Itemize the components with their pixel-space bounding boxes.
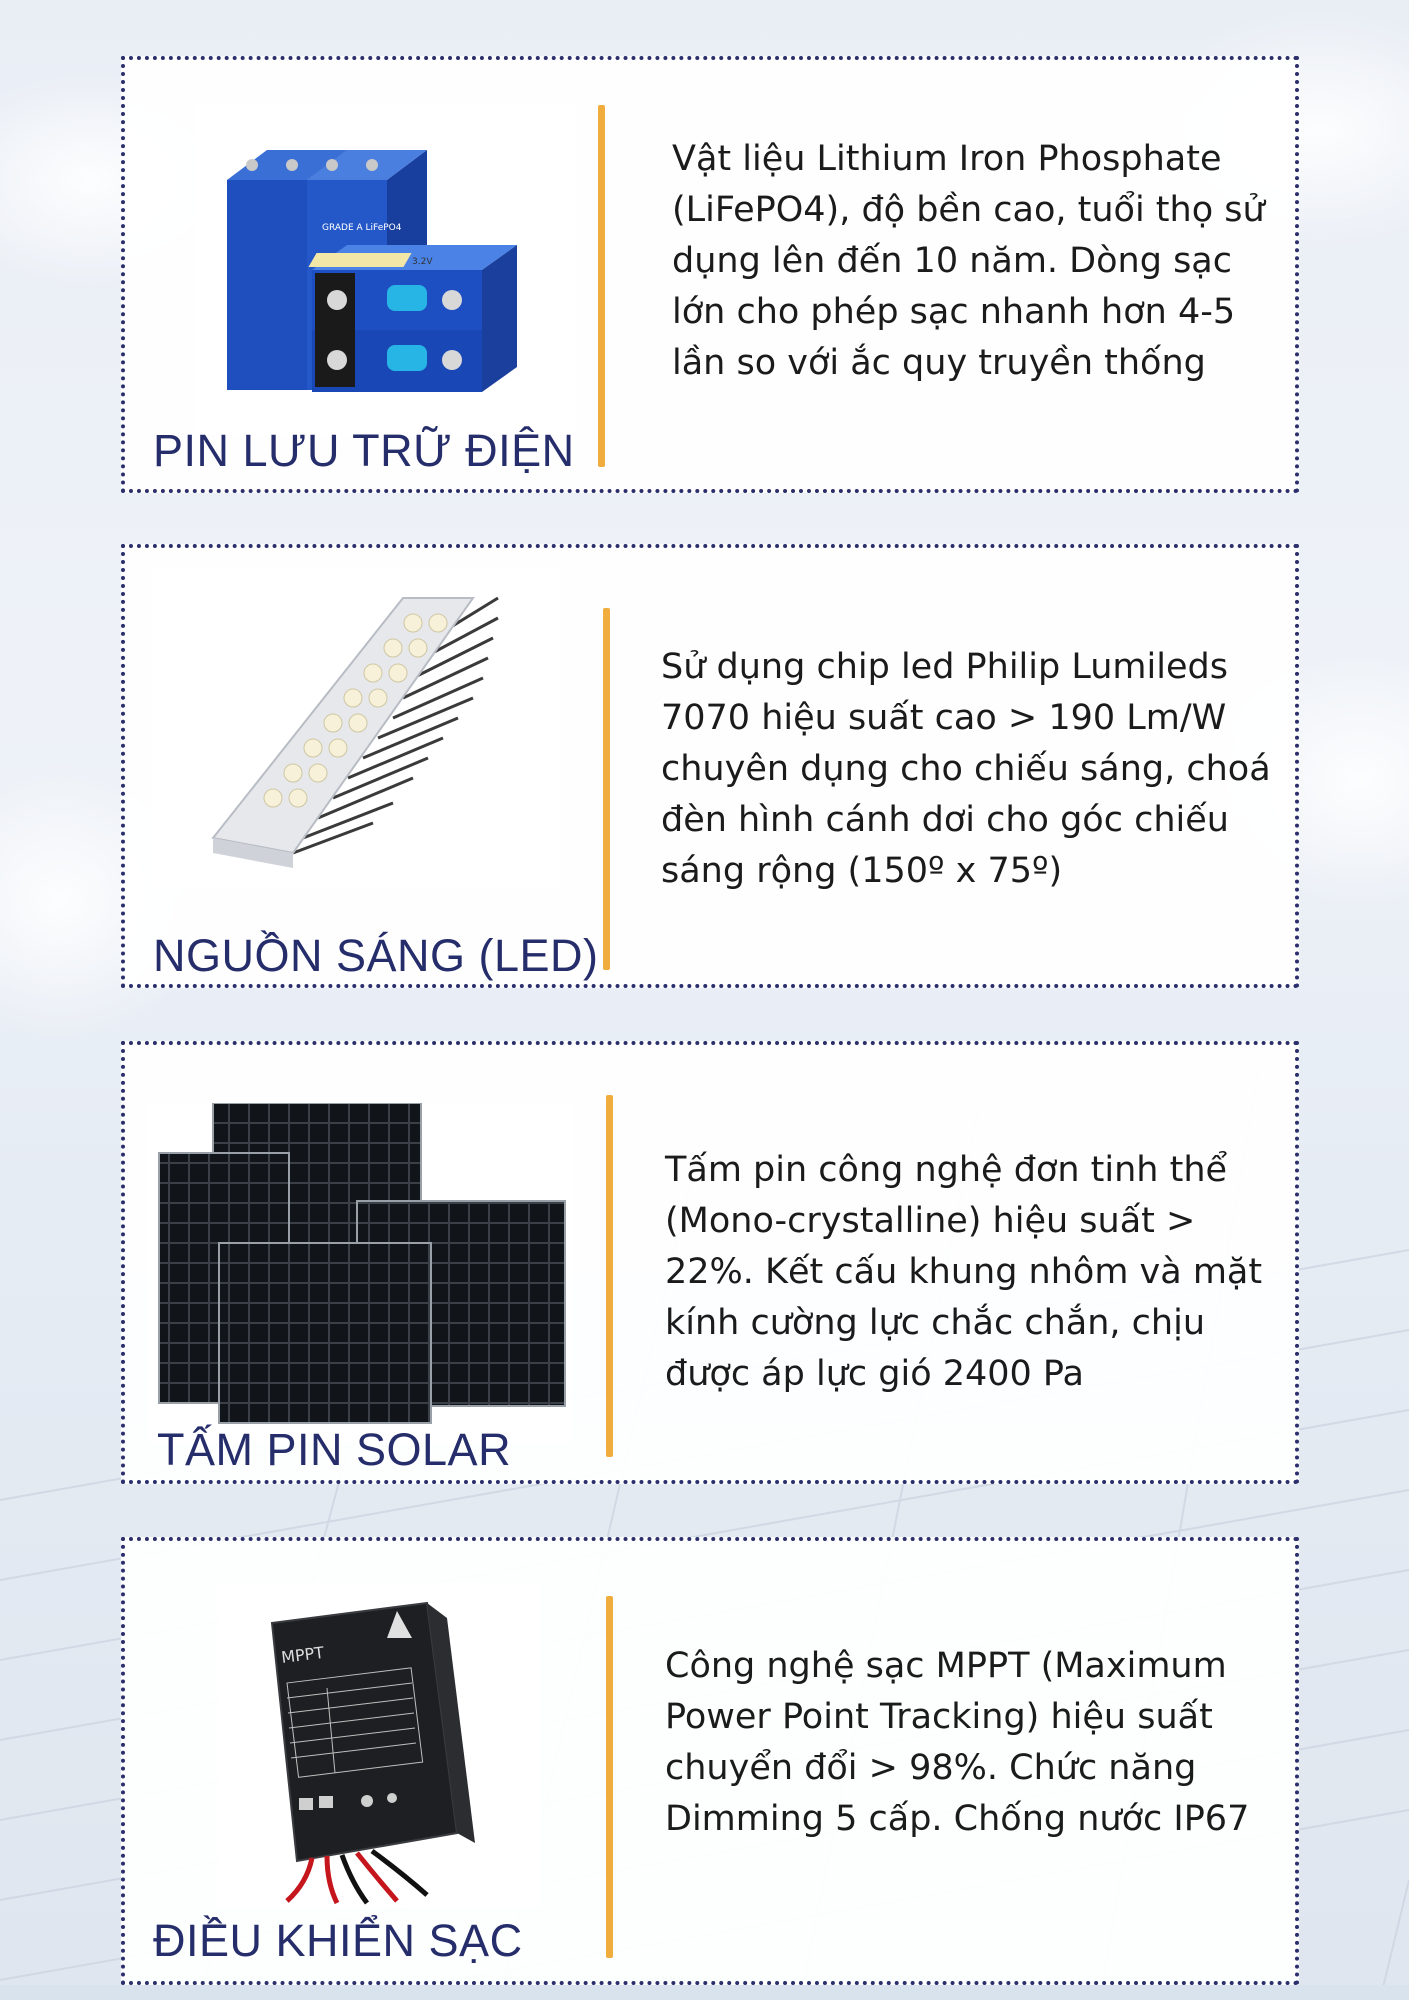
accent-bar <box>606 1095 613 1457</box>
accent-bar <box>598 105 605 467</box>
controller-mppt-label: MPPT <box>280 1642 326 1667</box>
card-title: ĐIỀU KHIỂN SẠC <box>153 1915 523 1966</box>
card-title: PIN LƯU TRỮ ĐIỆN <box>153 425 575 476</box>
card-description: Tấm pin công nghệ đơn tinh thể (Mono-crystalline) hiệu suất > 22%. Kết cấu khung nhôm và mặt kính cường lực chắc chắn, chịu được áp lực gió 2400 Pa <box>665 1150 1263 1394</box>
card-controller <box>121 1537 1299 1985</box>
card-battery <box>121 56 1299 493</box>
battery-grade-label: GRADE A LiFePO4 <box>322 223 402 233</box>
led-module-image <box>153 568 561 888</box>
lifepo4-battery-cells-image <box>197 105 577 435</box>
card-description: Công nghệ sạc MPPT (Maximum Power Point Tracking) hiệu suất chuyển đổi > 98%. Chức năng Dimming 5 cấp. Chống nước IP67 <box>665 1646 1250 1839</box>
card-description: Vật liệu Lithium Iron Phosphate (LiFePO4), độ bền cao, tuổi thọ sử dụng lên đến 10 năm. Dòng sạc lớn cho phép sạc nhanh hơn 4-5 lần so với ắc quy truyền thống <box>672 139 1265 383</box>
accent-bar <box>606 1596 613 1958</box>
card-description: Sử dụng chip led Philip Lumileds 7070 hiệu suất cao > 190 Lm/W chuyên dụng cho chiếu sáng, choá đèn hình cánh dơi cho góc chiếu sáng rộng (150º x 75º) <box>661 647 1271 891</box>
card-title: NGUỒN SÁNG (LED) <box>153 930 599 981</box>
solar-panels-image <box>149 1103 571 1443</box>
battery-voltage-label: 3.2V <box>412 257 433 267</box>
mppt-controller-image <box>217 1583 541 1908</box>
card-led <box>121 544 1299 988</box>
card-solar <box>121 1041 1299 1484</box>
card-title: TẤM PIN SOLAR <box>157 1424 512 1475</box>
accent-bar <box>603 608 610 970</box>
